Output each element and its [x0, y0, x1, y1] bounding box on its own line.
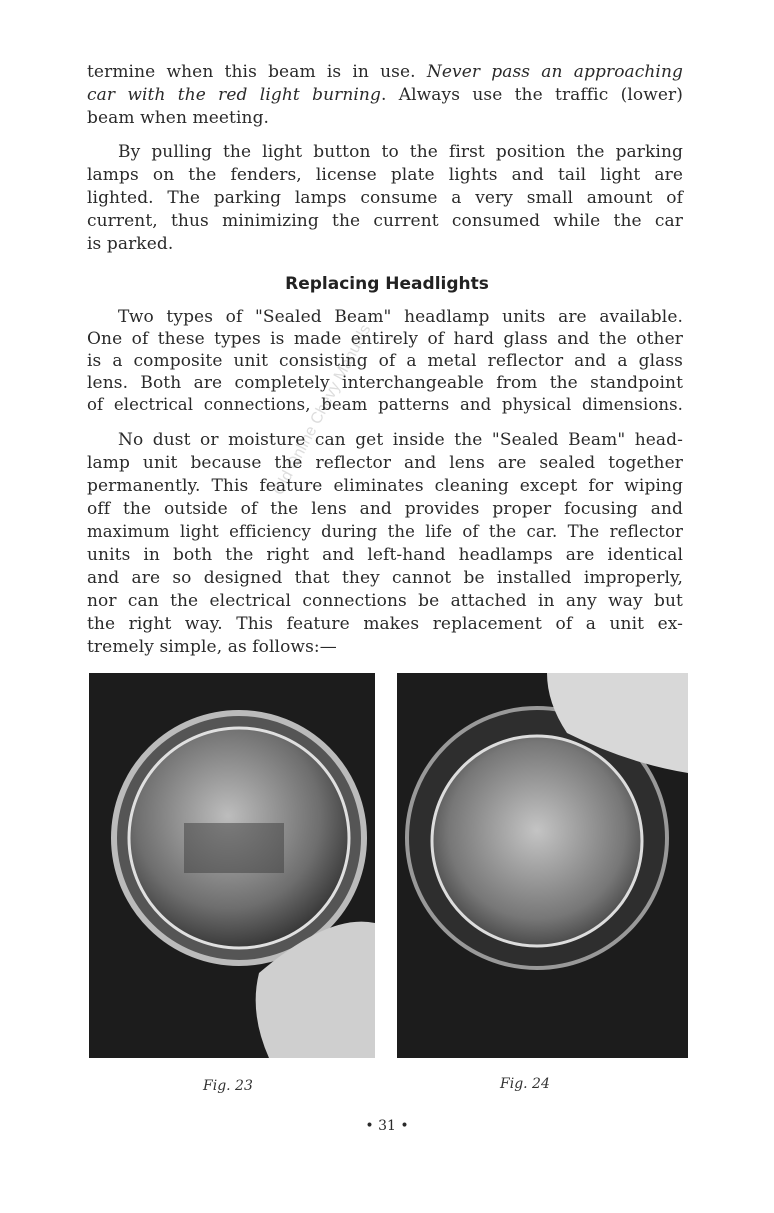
text-line: maximum light efficiency during the life of the car. The reflector: [87, 522, 683, 541]
text-line: termine when this beam is in use. Never pass an approaching: [87, 62, 683, 82]
figure-24-photo: [397, 673, 688, 1058]
text-line: is a composite unit consisting of a metal reflector and a glass: [87, 351, 683, 371]
text-line: units in both the right and left-hand headlamps are identical: [87, 545, 683, 565]
text-line: and are so designed that they cannot be installed improperly,: [87, 568, 683, 588]
headlamp-photo: [89, 673, 375, 1058]
text-line: lighted. The parking lamps consume a very small amount of: [87, 188, 683, 208]
text-line: One of these types is made entirely of hard glass and the other: [87, 329, 683, 349]
text-line: tremely simple, as follows:—: [87, 637, 337, 657]
figure-23-photo: [89, 673, 375, 1058]
text-line: car with the red light burning. Always use the traffic (lower): [87, 85, 683, 105]
text-line: is parked.: [87, 234, 174, 254]
text-line: By pulling the light button to the first position the parking: [118, 142, 683, 162]
text-line: Two types of "Sealed Beam" headlamp units are available.: [118, 307, 683, 327]
watermark: Old Online Chevy Manuals: [270, 321, 375, 498]
text-line: lamp unit because the reflector and lens are sealed together: [87, 453, 683, 473]
text-line: off the outside of the lens and provides proper focusing and: [87, 499, 683, 519]
text-line: nor can the electrical connections be attached in any way but: [87, 591, 683, 611]
figure-caption: Fig. 24: [500, 1076, 550, 1092]
headlamp-photo: [397, 673, 688, 1058]
text-line: permanently. This feature eliminates cleaning except for wiping: [87, 476, 683, 496]
figure-caption: Fig. 23: [203, 1078, 253, 1094]
text-line: the right way. This feature makes replacement of a unit ex-: [87, 614, 683, 634]
text-line: lamps on the fenders, license plate lights and tail light are: [87, 165, 683, 185]
text-line: of electrical connections, beam patterns and physical dimensions.: [87, 395, 683, 414]
text-line: No dust or moisture can get inside the "Sealed Beam" head-: [118, 430, 683, 450]
text-line: current, thus minimizing the current consumed while the car: [87, 211, 683, 231]
text-line: lens. Both are completely interchangeable from the standpoint: [87, 373, 683, 393]
section-heading: Replacing Headlights: [285, 274, 489, 294]
text-line: beam when meeting.: [87, 108, 270, 128]
page-number: • 31 •: [365, 1118, 409, 1134]
